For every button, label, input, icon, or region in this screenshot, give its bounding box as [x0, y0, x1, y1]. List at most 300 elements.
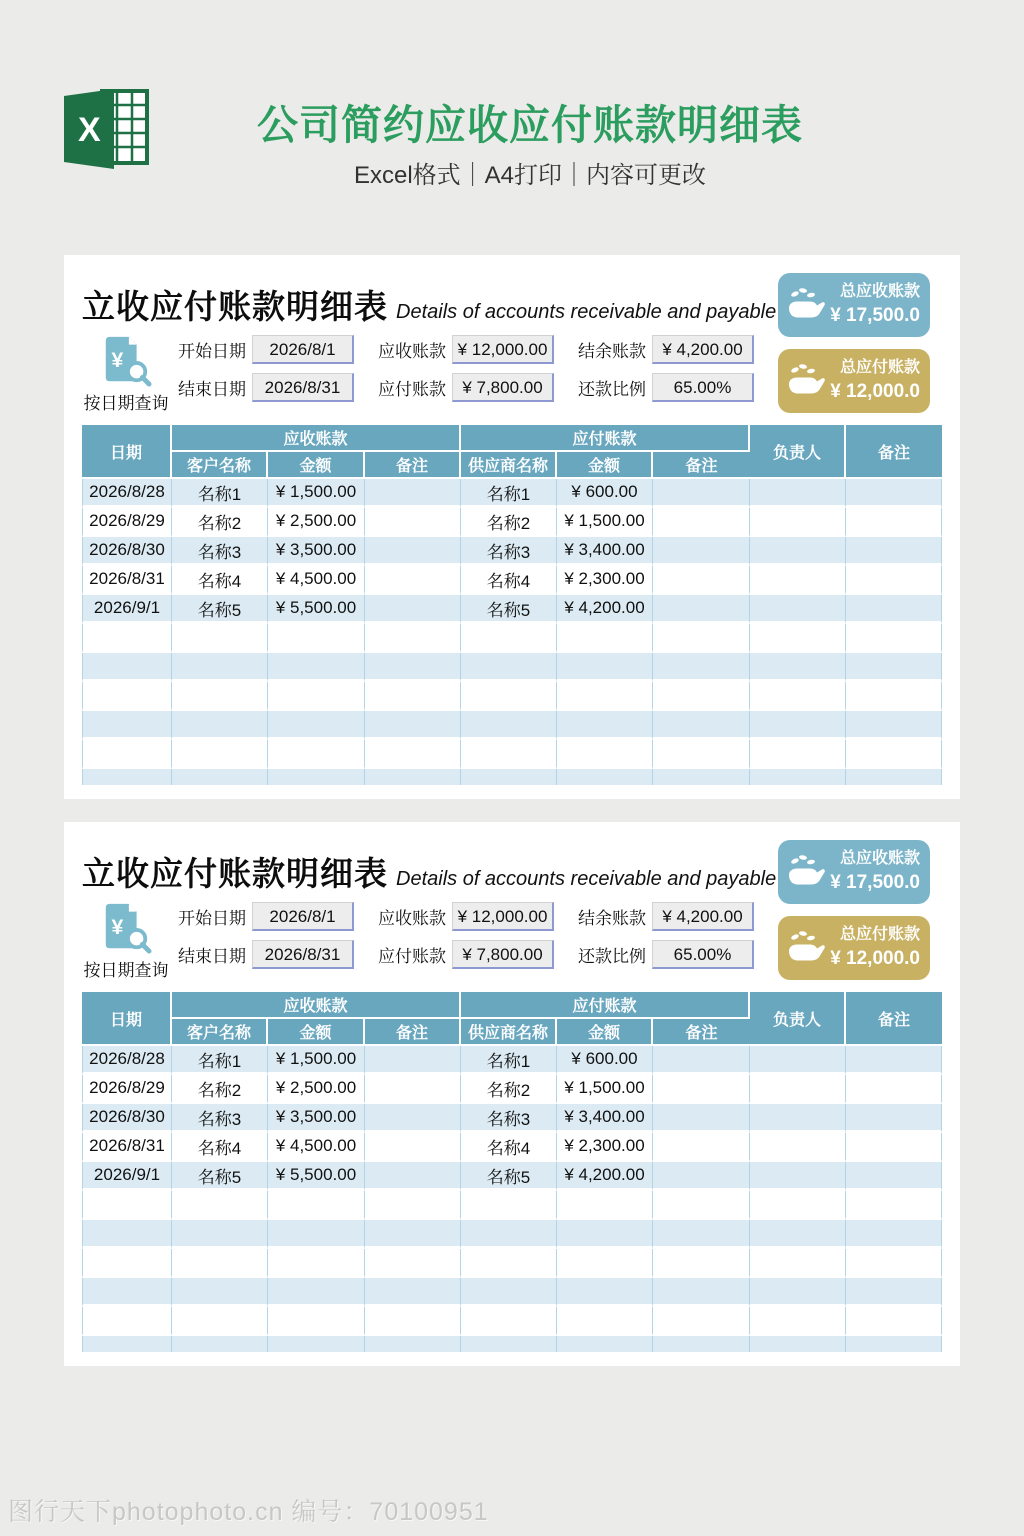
table-cell — [172, 740, 268, 769]
table-row — [82, 1336, 942, 1352]
table-cell: ¥ 2,500.00 — [268, 1075, 365, 1104]
table-cell — [653, 1104, 750, 1133]
table-cell — [268, 1278, 365, 1307]
total-payable-badge — [778, 916, 930, 980]
table-cell — [172, 769, 268, 785]
table-cell: ¥ 600.00 — [557, 479, 653, 508]
col-header-note: 备注 — [846, 992, 942, 1046]
table-cell — [653, 508, 750, 537]
table-cell — [268, 711, 365, 740]
table-cell — [653, 479, 750, 508]
table-cell — [846, 624, 942, 653]
query-field-repay-ratio — [578, 940, 754, 969]
table-cell: 2026/8/31 — [82, 1133, 172, 1162]
field-value-box[interactable]: ¥ 4,200.00 — [652, 902, 754, 931]
field-label: 结束日期 — [178, 947, 246, 966]
svg-text:¥: ¥ — [111, 915, 124, 939]
col-header-supplier: 供应商名称 — [461, 1019, 557, 1046]
table-cell: 名称5 — [461, 1162, 557, 1191]
table-row — [82, 1046, 942, 1075]
table-cell — [750, 1336, 846, 1352]
total-receivable-badge — [778, 273, 930, 337]
table-cell — [557, 1278, 653, 1307]
table-cell: 2026/8/31 — [82, 566, 172, 595]
table-cell — [82, 1249, 172, 1278]
col-header-amount: 金额 — [557, 1019, 653, 1046]
table-cell — [268, 1220, 365, 1249]
query-field-payable — [378, 940, 554, 969]
table-cell — [172, 1307, 268, 1336]
table-cell: ¥ 600.00 — [557, 1046, 653, 1075]
query-fields — [178, 902, 754, 986]
col-group-receivable: 应收账款 — [172, 425, 461, 452]
table-cell — [82, 1307, 172, 1336]
table-row — [82, 740, 942, 769]
table-cell — [557, 653, 653, 682]
accounts-table — [82, 992, 942, 1352]
query-field-start-date — [178, 902, 354, 931]
table-cell — [365, 479, 461, 508]
query-field-payable — [378, 373, 554, 402]
excel-logo-icon — [64, 88, 150, 170]
table-cell — [846, 1104, 942, 1133]
table-cell — [846, 1046, 942, 1075]
table-cell — [365, 1104, 461, 1133]
table-cell — [750, 1162, 846, 1191]
table-cell — [268, 624, 365, 653]
table-cell — [846, 566, 942, 595]
table-row — [82, 1249, 942, 1278]
watermark-text: 图行天下photophoto.cn 编号：70100951 — [8, 1498, 489, 1526]
table-cell — [653, 1278, 750, 1307]
table-cell: 名称4 — [172, 1133, 268, 1162]
query-field-balance — [578, 902, 754, 931]
badge-label: 总应收账款 — [839, 283, 920, 300]
table-cell — [846, 1220, 942, 1249]
col-header-amount: 金额 — [557, 452, 653, 479]
table-cell — [172, 1249, 268, 1278]
table-cell: 名称5 — [172, 1162, 268, 1191]
table-cell — [750, 624, 846, 653]
field-label: 开始日期 — [178, 909, 246, 928]
table-cell — [365, 1075, 461, 1104]
col-header-date: 日期 — [82, 425, 172, 479]
col-group-receivable: 应收账款 — [172, 992, 461, 1019]
table-cell — [846, 1249, 942, 1278]
table-cell — [750, 479, 846, 508]
table-cell — [653, 1162, 750, 1191]
table-cell — [365, 508, 461, 537]
table-cell — [750, 537, 846, 566]
field-value-box[interactable]: 2026/8/31 — [252, 940, 354, 969]
table-row — [82, 1162, 942, 1191]
table-cell — [750, 653, 846, 682]
table-cell — [365, 595, 461, 624]
table-cell: 名称4 — [172, 566, 268, 595]
table-cell: 2026/8/30 — [82, 1104, 172, 1133]
badge-value: ¥ 17,500.0 — [830, 872, 920, 893]
table-cell — [365, 1133, 461, 1162]
col-header-date: 日期 — [82, 992, 172, 1046]
table-cell — [82, 769, 172, 785]
table-cell: 2026/8/29 — [82, 508, 172, 537]
table-row — [82, 508, 942, 537]
template-preview-panel-2 — [64, 822, 960, 1366]
table-body — [82, 1046, 942, 1352]
col-header-supplier: 供应商名称 — [461, 452, 557, 479]
query-field-start-date — [178, 335, 354, 364]
col-header-note: 备注 — [653, 1019, 750, 1046]
field-label: 还款比例 — [578, 947, 646, 966]
table-cell — [846, 1278, 942, 1307]
field-value-box[interactable]: ¥ 12,000.00 — [452, 335, 554, 364]
table-cell: ¥ 2,300.00 — [557, 566, 653, 595]
table-cell — [846, 508, 942, 537]
field-value-box[interactable]: ¥ 12,000.00 — [452, 902, 554, 931]
table-cell — [172, 653, 268, 682]
table-cell — [365, 1162, 461, 1191]
badge-value: ¥ 12,000.0 — [830, 948, 920, 969]
table-cell: 2026/9/1 — [82, 1162, 172, 1191]
table-cell: ¥ 4,500.00 — [268, 1133, 365, 1162]
table-cell — [653, 711, 750, 740]
table-cell — [750, 711, 846, 740]
table-cell — [846, 1162, 942, 1191]
table-header — [82, 992, 942, 1046]
field-value-box[interactable]: 2026/8/31 — [252, 373, 354, 402]
table-row — [82, 653, 942, 682]
table-cell: 名称4 — [461, 566, 557, 595]
table-row — [82, 537, 942, 566]
table-cell — [750, 595, 846, 624]
hand-coins-icon — [786, 363, 826, 399]
table-cell: 2026/8/30 — [82, 537, 172, 566]
col-header-note: 备注 — [365, 1019, 461, 1046]
table-cell — [557, 624, 653, 653]
table-cell — [846, 1133, 942, 1162]
table-header — [82, 425, 942, 479]
date-search-icon — [100, 335, 152, 387]
table-cell — [365, 653, 461, 682]
hand-coins-icon — [786, 930, 826, 966]
table-cell — [846, 595, 942, 624]
table-cell — [82, 1220, 172, 1249]
table-cell — [82, 624, 172, 653]
page-subtitle: Excel格式｜A4打印｜内容可更改 — [353, 162, 707, 189]
query-field-repay-ratio — [578, 373, 754, 402]
table-cell — [82, 1278, 172, 1307]
table-cell — [365, 1307, 461, 1336]
table-cell: 2026/9/1 — [82, 595, 172, 624]
table-row — [82, 1075, 942, 1104]
table-cell: ¥ 3,500.00 — [268, 537, 365, 566]
table-cell — [82, 653, 172, 682]
table-cell — [365, 769, 461, 785]
table-cell — [846, 1307, 942, 1336]
table-row — [82, 1220, 942, 1249]
badge-label: 总应付账款 — [839, 359, 920, 376]
table-cell — [653, 595, 750, 624]
table-cell — [750, 566, 846, 595]
col-group-payable: 应付账款 — [461, 425, 750, 452]
hand-coins-icon — [786, 854, 826, 890]
sheet-title: 立收应付账款明细表 — [82, 855, 388, 892]
field-label: 还款比例 — [578, 380, 646, 399]
page-title: 公司简约应收应付账款明细表 — [257, 102, 803, 148]
table-cell — [172, 1191, 268, 1220]
col-header-note: 备注 — [846, 425, 942, 479]
accounts-table — [82, 425, 942, 785]
col-header-note: 备注 — [653, 452, 750, 479]
table-cell — [653, 1249, 750, 1278]
table-cell: 名称2 — [172, 1075, 268, 1104]
badge-value: ¥ 12,000.0 — [830, 381, 920, 402]
table-cell — [750, 1220, 846, 1249]
total-payable-badge — [778, 349, 930, 413]
table-cell — [461, 740, 557, 769]
table-cell — [750, 1249, 846, 1278]
col-header-note: 备注 — [365, 452, 461, 479]
badge-label: 总应付账款 — [839, 926, 920, 943]
accounts-table-wrap — [82, 425, 942, 785]
badge-text — [826, 848, 920, 896]
table-cell: 名称1 — [461, 479, 557, 508]
table-cell — [365, 682, 461, 711]
table-cell — [653, 566, 750, 595]
table-cell — [172, 624, 268, 653]
table-cell — [750, 1104, 846, 1133]
table-cell: ¥ 3,400.00 — [557, 1104, 653, 1133]
table-cell: 名称1 — [172, 1046, 268, 1075]
table-cell — [653, 624, 750, 653]
field-value-box[interactable]: 2026/8/1 — [252, 902, 354, 931]
table-cell — [653, 740, 750, 769]
accounts-table-wrap — [82, 992, 942, 1352]
query-icon-block — [78, 335, 174, 419]
table-cell — [750, 1133, 846, 1162]
field-value-box[interactable]: ¥ 7,800.00 — [452, 940, 554, 969]
table-row — [82, 1278, 942, 1307]
table-cell — [750, 1191, 846, 1220]
badge-text — [826, 281, 920, 329]
svg-text:¥: ¥ — [111, 348, 124, 372]
hand-coins-icon — [786, 287, 826, 323]
table-cell — [365, 566, 461, 595]
sheet-subtitle-en: Details of accounts receivable and payable — [396, 301, 777, 323]
table-cell: ¥ 5,500.00 — [268, 1162, 365, 1191]
field-label: 开始日期 — [178, 342, 246, 361]
query-caption: 按日期查询 — [83, 394, 169, 413]
table-cell — [653, 1075, 750, 1104]
table-cell — [461, 1307, 557, 1336]
totals-badges — [778, 273, 930, 425]
col-header-amount: 金额 — [268, 452, 365, 479]
table-cell — [557, 1191, 653, 1220]
field-value-box[interactable]: 2026/8/1 — [252, 335, 354, 364]
table-cell — [172, 711, 268, 740]
table-cell: 2026/8/29 — [82, 1075, 172, 1104]
table-row — [82, 479, 942, 508]
table-cell — [653, 1191, 750, 1220]
field-value-box[interactable]: 65.00% — [652, 940, 754, 969]
table-cell — [557, 1220, 653, 1249]
table-cell — [365, 537, 461, 566]
query-field-end-date — [178, 373, 354, 402]
badge-text — [826, 357, 920, 405]
table-cell — [750, 740, 846, 769]
query-icon-block — [78, 902, 174, 986]
table-cell — [365, 1220, 461, 1249]
table-cell — [750, 682, 846, 711]
table-cell — [172, 1336, 268, 1352]
total-receivable-badge — [778, 840, 930, 904]
col-header-amount: 金额 — [268, 1019, 365, 1046]
table-cell — [557, 1336, 653, 1352]
table-cell — [365, 1278, 461, 1307]
table-cell — [653, 1307, 750, 1336]
col-header-owner: 负责人 — [750, 992, 846, 1046]
table-cell — [846, 653, 942, 682]
table-cell — [268, 682, 365, 711]
table-cell — [365, 1046, 461, 1075]
table-cell: 2026/8/28 — [82, 479, 172, 508]
table-cell — [268, 1336, 365, 1352]
table-cell — [365, 740, 461, 769]
table-cell — [82, 740, 172, 769]
table-cell: ¥ 1,500.00 — [557, 508, 653, 537]
table-cell — [172, 1220, 268, 1249]
table-cell — [557, 740, 653, 769]
query-field-balance — [578, 335, 754, 364]
table-cell: 名称2 — [461, 1075, 557, 1104]
table-cell: 名称4 — [461, 1133, 557, 1162]
table-cell — [365, 711, 461, 740]
table-cell: ¥ 4,500.00 — [268, 566, 365, 595]
table-cell: 名称5 — [461, 595, 557, 624]
query-caption: 按日期查询 — [83, 961, 169, 980]
table-cell — [557, 711, 653, 740]
table-cell — [82, 1191, 172, 1220]
table-row — [82, 1191, 942, 1220]
table-cell — [268, 1191, 365, 1220]
table-cell: ¥ 3,400.00 — [557, 537, 653, 566]
query-field-end-date — [178, 940, 354, 969]
table-cell: 2026/8/28 — [82, 1046, 172, 1075]
table-row — [82, 595, 942, 624]
col-header-owner: 负责人 — [750, 425, 846, 479]
table-cell — [461, 1191, 557, 1220]
table-cell: ¥ 1,500.00 — [268, 479, 365, 508]
table-cell — [750, 1307, 846, 1336]
query-field-receivable — [378, 335, 554, 364]
field-label: 应收账款 — [378, 909, 446, 928]
table-cell: 名称3 — [172, 1104, 268, 1133]
sheet-subtitle-en: Details of accounts receivable and payable — [396, 868, 777, 890]
table-cell — [461, 653, 557, 682]
badge-text — [826, 924, 920, 972]
badge-value: ¥ 17,500.0 — [830, 305, 920, 326]
table-cell — [557, 1307, 653, 1336]
field-label: 结余账款 — [578, 342, 646, 361]
table-cell — [750, 769, 846, 785]
table-cell — [846, 1075, 942, 1104]
table-cell — [750, 1075, 846, 1104]
table-cell — [846, 740, 942, 769]
table-cell — [653, 1336, 750, 1352]
table-cell — [365, 624, 461, 653]
table-cell — [557, 769, 653, 785]
query-fields — [178, 335, 754, 419]
table-cell — [653, 537, 750, 566]
table-cell — [268, 653, 365, 682]
table-cell — [846, 769, 942, 785]
totals-badges — [778, 840, 930, 992]
sheet-title: 立收应付账款明细表 — [82, 288, 388, 325]
field-label: 结束日期 — [178, 380, 246, 399]
table-cell — [268, 1249, 365, 1278]
field-value-box[interactable]: ¥ 7,800.00 — [452, 373, 554, 402]
table-cell: 名称3 — [461, 1104, 557, 1133]
table-cell: ¥ 5,500.00 — [268, 595, 365, 624]
table-cell — [653, 1133, 750, 1162]
table-row — [82, 711, 942, 740]
table-cell — [461, 682, 557, 711]
table-cell — [846, 537, 942, 566]
table-cell — [172, 1278, 268, 1307]
field-value-box[interactable]: 65.00% — [652, 373, 754, 402]
table-cell — [653, 1220, 750, 1249]
table-cell — [846, 479, 942, 508]
table-cell — [268, 769, 365, 785]
table-cell: 名称5 — [172, 595, 268, 624]
table-cell — [750, 1046, 846, 1075]
table-cell — [653, 769, 750, 785]
col-header-customer: 客户名称 — [172, 1019, 268, 1046]
field-value-box[interactable]: ¥ 4,200.00 — [652, 335, 754, 364]
col-group-payable: 应付账款 — [461, 992, 750, 1019]
table-cell — [461, 769, 557, 785]
field-label: 应收账款 — [378, 342, 446, 361]
query-field-receivable — [378, 902, 554, 931]
table-row — [82, 566, 942, 595]
table-cell: 名称2 — [461, 508, 557, 537]
table-cell — [846, 1336, 942, 1352]
table-cell — [82, 1336, 172, 1352]
table-row — [82, 1104, 942, 1133]
table-cell — [846, 682, 942, 711]
table-cell — [461, 1220, 557, 1249]
table-cell: 名称2 — [172, 508, 268, 537]
template-preview-panel-1 — [64, 255, 960, 799]
table-row — [82, 769, 942, 785]
col-header-customer: 客户名称 — [172, 452, 268, 479]
table-cell — [82, 711, 172, 740]
table-cell: 名称3 — [172, 537, 268, 566]
table-cell — [846, 1191, 942, 1220]
table-cell: ¥ 3,500.00 — [268, 1104, 365, 1133]
table-row — [82, 682, 942, 711]
table-cell — [172, 682, 268, 711]
table-cell: ¥ 4,200.00 — [557, 1162, 653, 1191]
table-cell: 名称1 — [461, 1046, 557, 1075]
table-cell — [750, 508, 846, 537]
table-cell: 名称3 — [461, 537, 557, 566]
table-row — [82, 1307, 942, 1336]
table-cell: ¥ 4,200.00 — [557, 595, 653, 624]
field-label: 应付账款 — [378, 380, 446, 399]
table-cell — [461, 1249, 557, 1278]
svg-text:X: X — [78, 111, 101, 149]
